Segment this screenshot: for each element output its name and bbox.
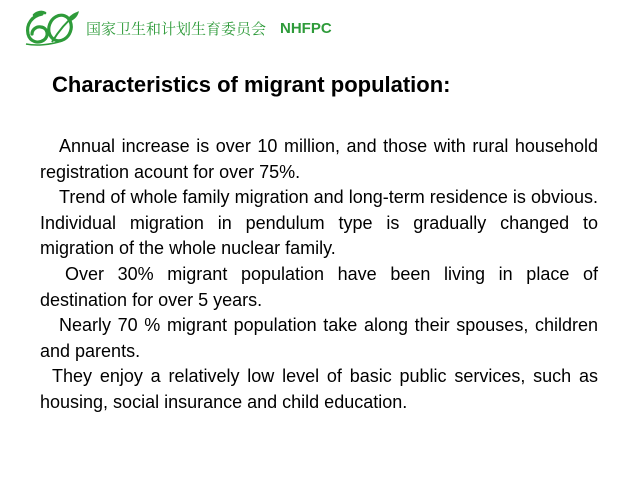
- org-abbreviation: NHFPC: [280, 19, 332, 37]
- paragraph-residence-duration: Over 30% migrant population have been living in place of destination for over 5 years.: [40, 263, 598, 310]
- paragraph-public-services: They enjoy a relatively low level of basic public services, such as housing, social insurance and child education.: [40, 366, 598, 412]
- paragraph-spouses-children: Nearly 70 % migrant population take along their spouses, children and parents.: [40, 315, 598, 361]
- paragraph-annual-increase: Annual increase is over 10 million, and those with rural household registration acount for over 75%.: [40, 136, 598, 182]
- nhfpc-logo-icon: [22, 8, 80, 48]
- slide-body: [40, 134, 598, 416]
- slide-title: Characteristics of migrant population:: [52, 72, 451, 97]
- org-name: 国家卫生和计划生育委员会: [86, 19, 267, 38]
- paragraph-family-migration: Trend of whole family migration and long-term residence is obvious. Individual migration in pendulum type is gradually changed to migration of the whole nuclear family.: [40, 187, 598, 259]
- slide-header: [22, 8, 332, 48]
